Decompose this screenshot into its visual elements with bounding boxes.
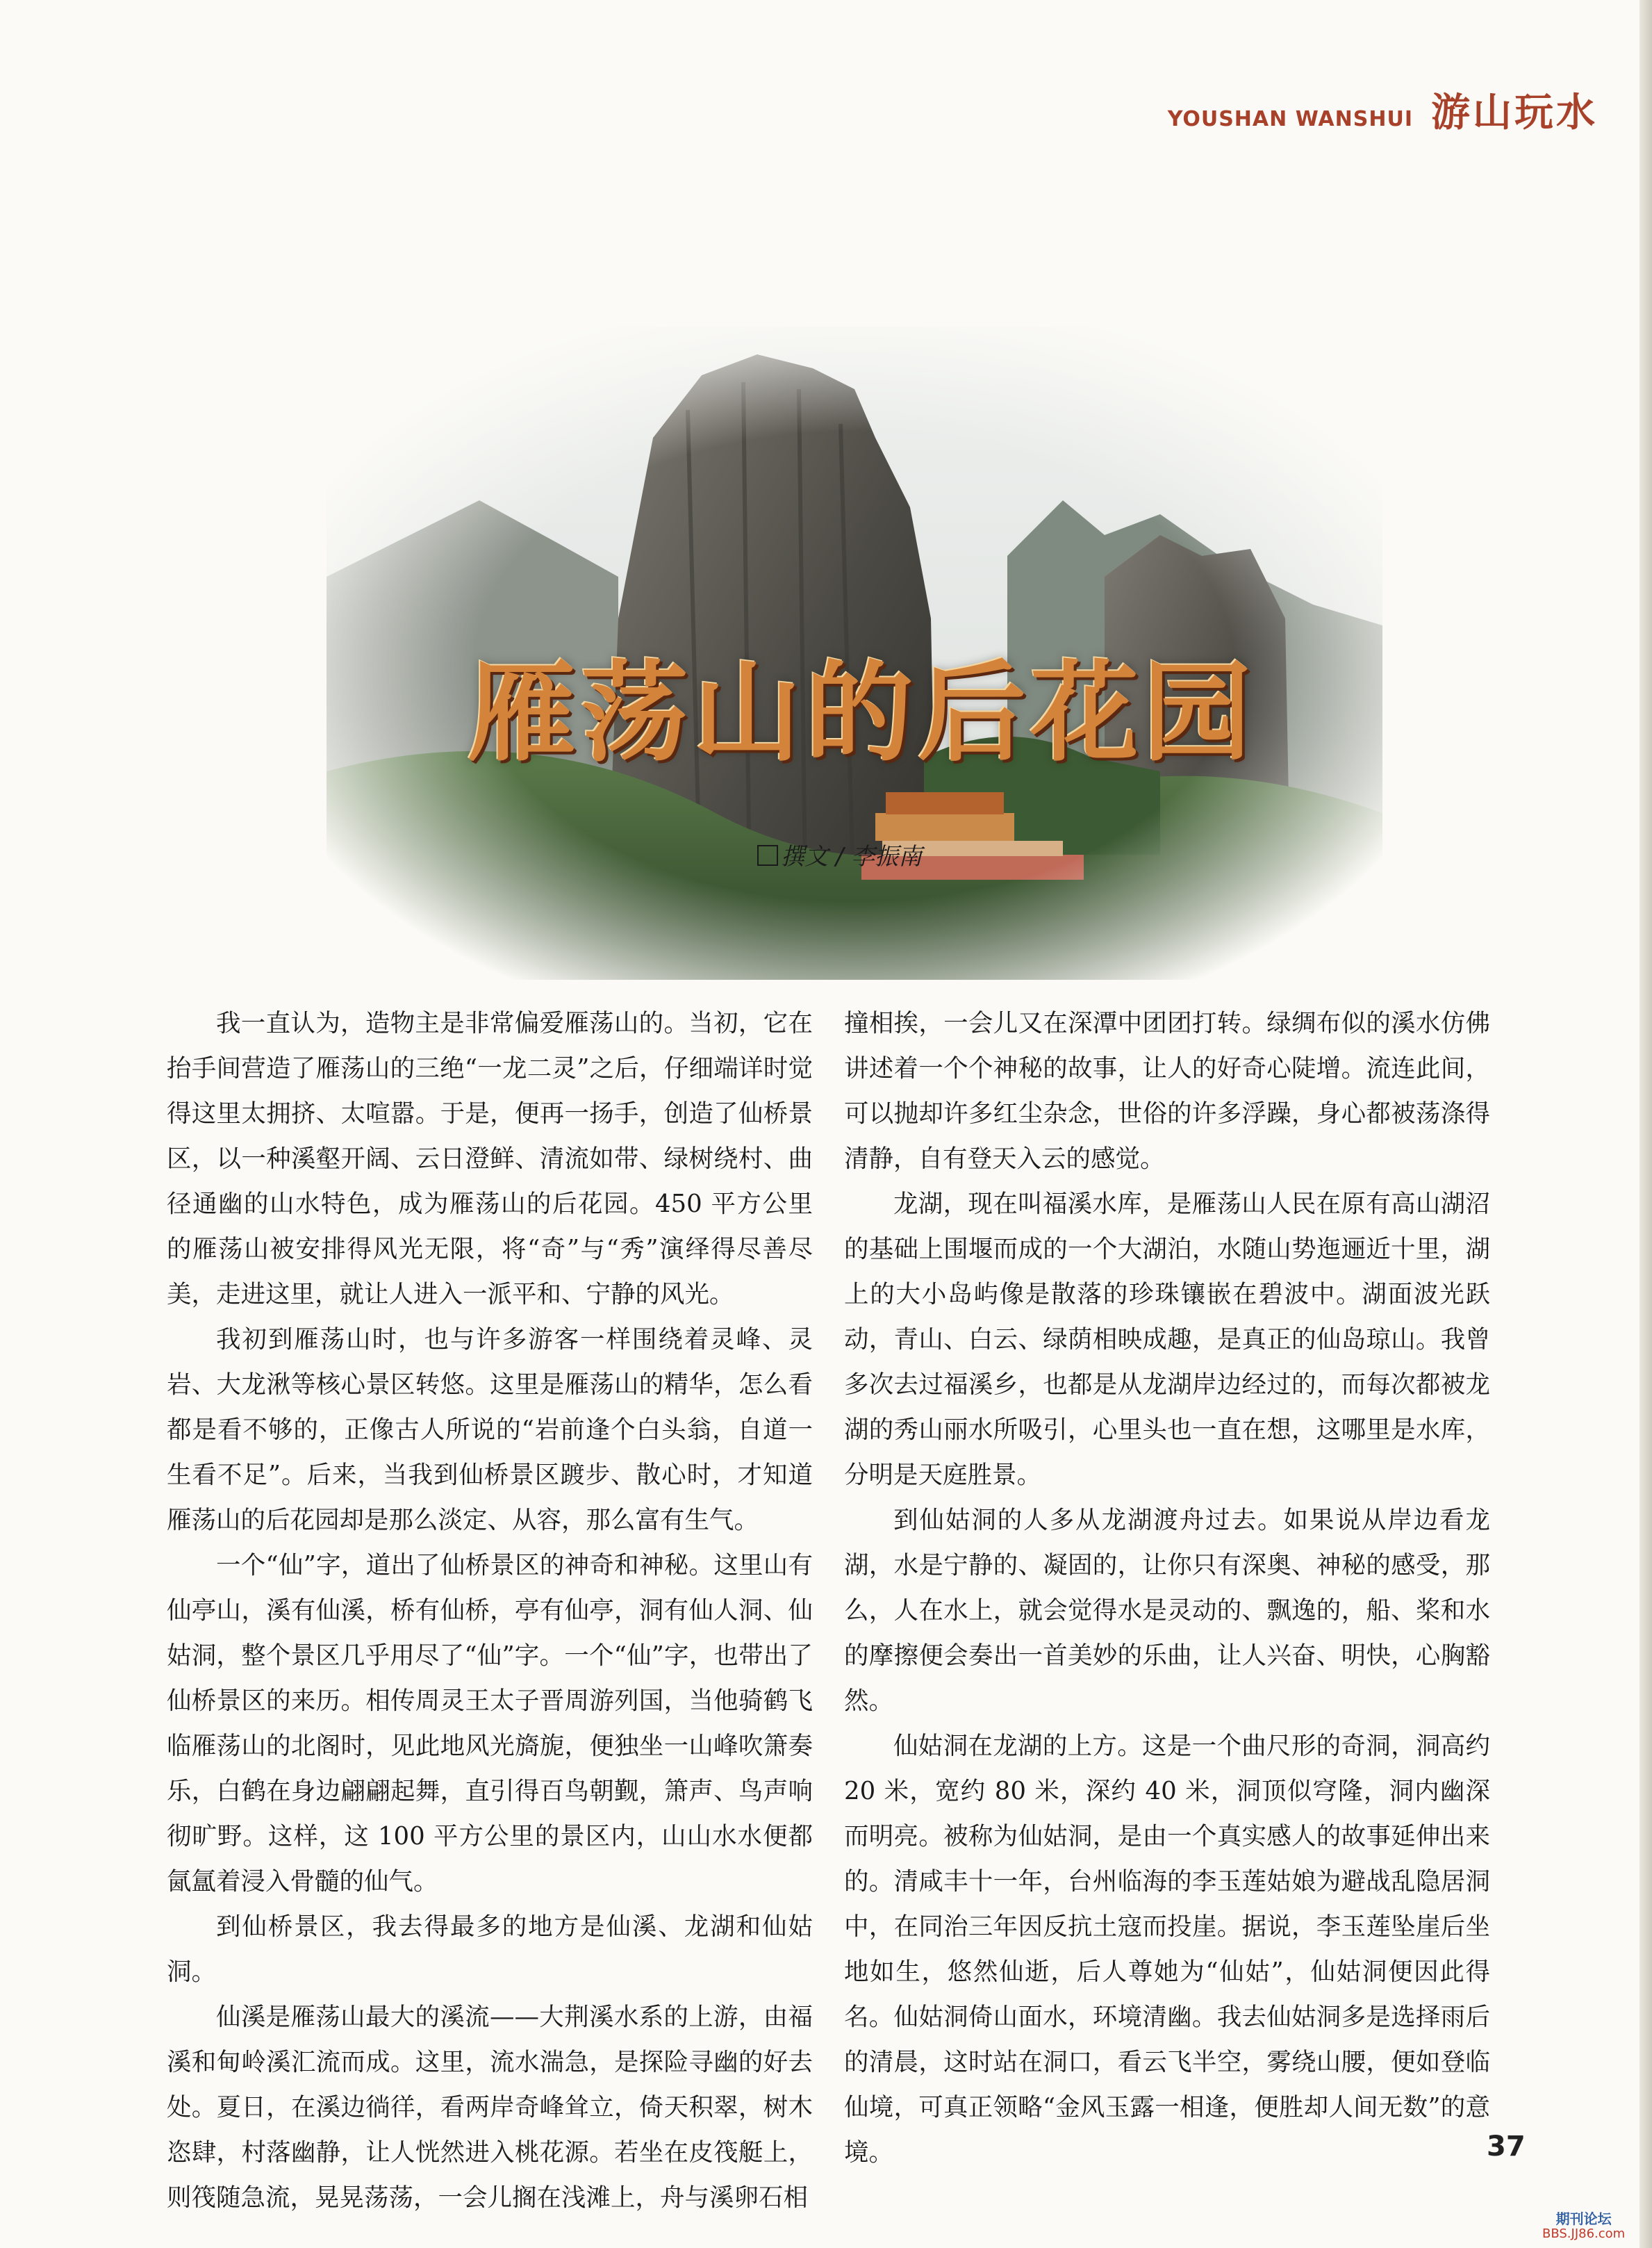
page-number: 37 [1487,2131,1526,2163]
paragraph: 我初到雁荡山时，也与许多游客一样围绕着灵峰、灵岩、大龙湫等核心景区转悠。这里是雁荡山的精华，怎么看都是看不够的，正像古人所说的“岩前逢个白头翁，自道一生看不足”。后来，当我到仙桥景区踱步、散心时，才知道雁荡山的后花园却是那么淡定、从容，那么富有生气。 [167,1325,813,1534]
section-header [1168,82,1598,138]
paragraph: 仙溪是雁荡山最大的溪流——大荆溪水系的上游，由福溪和甸岭溪汇流而成。这里，流水湍急，是探险寻幽的好去处。夏日，在溪边徜徉，看两岸奇峰耸立，倚天积翠，树木恣肆，村落幽静，让人恍然进入桃花源。若坐在皮筏艇上，则筏随急流，晃晃荡荡，一会儿搁在浅滩上，舟与溪卵石相 [167,2003,813,2212]
left-column [167,1001,813,2220]
square-icon [757,845,778,866]
paragraph: 我一直认为，造物主是非常偏爱雁荡山的。当初，它在抬手间营造了雁荡山的三绝“一龙二灵”之后，仔细端详时觉得这里太拥挤、太喧嚣。于是，便再一扬手，创造了仙桥景区，以一种溪壑开阔、云日澄鲜、清流如带、绿树绕村、曲径通幽的山水特色，成为雁荡山的后花园。450 平方公里的雁荡山被安排得风光无限，将“奇”与“秀”演绎得尽善尽美，走进这里，就让人进入一派平和、宁静的风光。 [167,1009,813,1308]
watermark-url: BBS.JJ86.com [1542,2226,1626,2241]
paragraph: 一个“仙”字，道出了仙桥景区的神奇和神秘。这里山有仙亭山，溪有仙溪，桥有仙桥，亭有仙亭，洞有仙人洞、仙姑洞，整个景区几乎用尽了“仙”字。一个“仙”字，也带出了仙桥景区的来历。相传周灵王太子晋周游列国，当他骑鹤飞临雁荡山的北阁时，见此地风光旖旎，便独坐一山峰吹箫奏乐，白鹤在身边翩翩起舞，直引得百鸟朝觐，箫声、鸟声响彻旷野。这样，这 100 平方公里的景区内，山山水水便都氤氲着浸入骨髓的仙气。 [167,1551,813,1896]
scan-edge [1639,0,1652,2248]
paragraph: 龙湖，现在叫福溪水库，是雁荡山人民在原有高山湖沼的基础上围堰而成的一个大湖泊，水随山势迤逦近十里，湖上的大小岛屿像是散落的珍珠镶嵌在碧波中。湖面波光跃动，青山、白云、绿荫相映成趣，是真正的仙岛琼山。我曾多次去过福溪乡，也都是从龙湖岸边经过的，而每次都被龙湖的秀山丽水所吸引，心里头也一直在想，这哪里是水库，分明是天庭胜景。 [844,1190,1490,1489]
watermark [1542,2211,1625,2242]
byline [757,837,922,871]
section-label-en: YOUSHAN WANSHUI [1167,107,1413,131]
paragraph: 到仙姑洞的人多从龙湖渡舟过去。如果说从岸边看龙湖，水是宁静的、凝固的，让你只有深奥、神秘的感受，那么，人在水上，就会觉得水是灵动的、飘逸的，船、桨和水的摩擦便会奏出一首美妙的乐曲，让人兴奋、明快，心胸豁然。 [844,1506,1490,1715]
right-column [844,1001,1490,2175]
paragraph: 仙姑洞在龙湖的上方。这是一个曲尺形的奇洞，洞高约 20 米，宽约 80 米，深约 40 米，洞顶似穹隆，洞内幽深而明亮。被称为仙姑洞，是由一个真实感人的故事延伸出来的。清咸丰十一年，台州临海的李玉莲姑娘为避战乱隐居洞中，在同治三年因反抗土寇而投崖。据说，李玉莲坠崖后坐地如生，悠然仙逝，后人尊她为“仙姑”，仙姑洞便因此得名。仙姑洞倚山面水，环境清幽。我去仙姑洞多是选择雨后的清晨，这时站在洞口，看云飞半空，雾绕山腰，便如登临仙境，可真正领略“金风玉露一相逢，便胜却人间无数”的意境。 [844,1732,1490,2167]
watermark-title: 期刊论坛 [1555,2210,1612,2227]
section-label-cn: 游山玩水 [1431,90,1598,136]
article-title: 雁荡山的后花园 [468,650,1255,776]
paragraph: 到仙桥景区，我去得最多的地方是仙溪、龙湖和仙姑洞。 [167,1912,813,1986]
paragraph: 撞相挨，一会儿又在深潭中团团打转。绿绸布似的溪水仿佛讲述着一个个神秘的故事，让人的好奇心陡增。流连此间，可以抛却许多红尘杂念，世俗的许多浮躁，身心都被荡涤得清静，自有登天入云的感觉。 [844,1009,1490,1173]
byline-text: 撰文 / 李振南 [781,843,923,871]
